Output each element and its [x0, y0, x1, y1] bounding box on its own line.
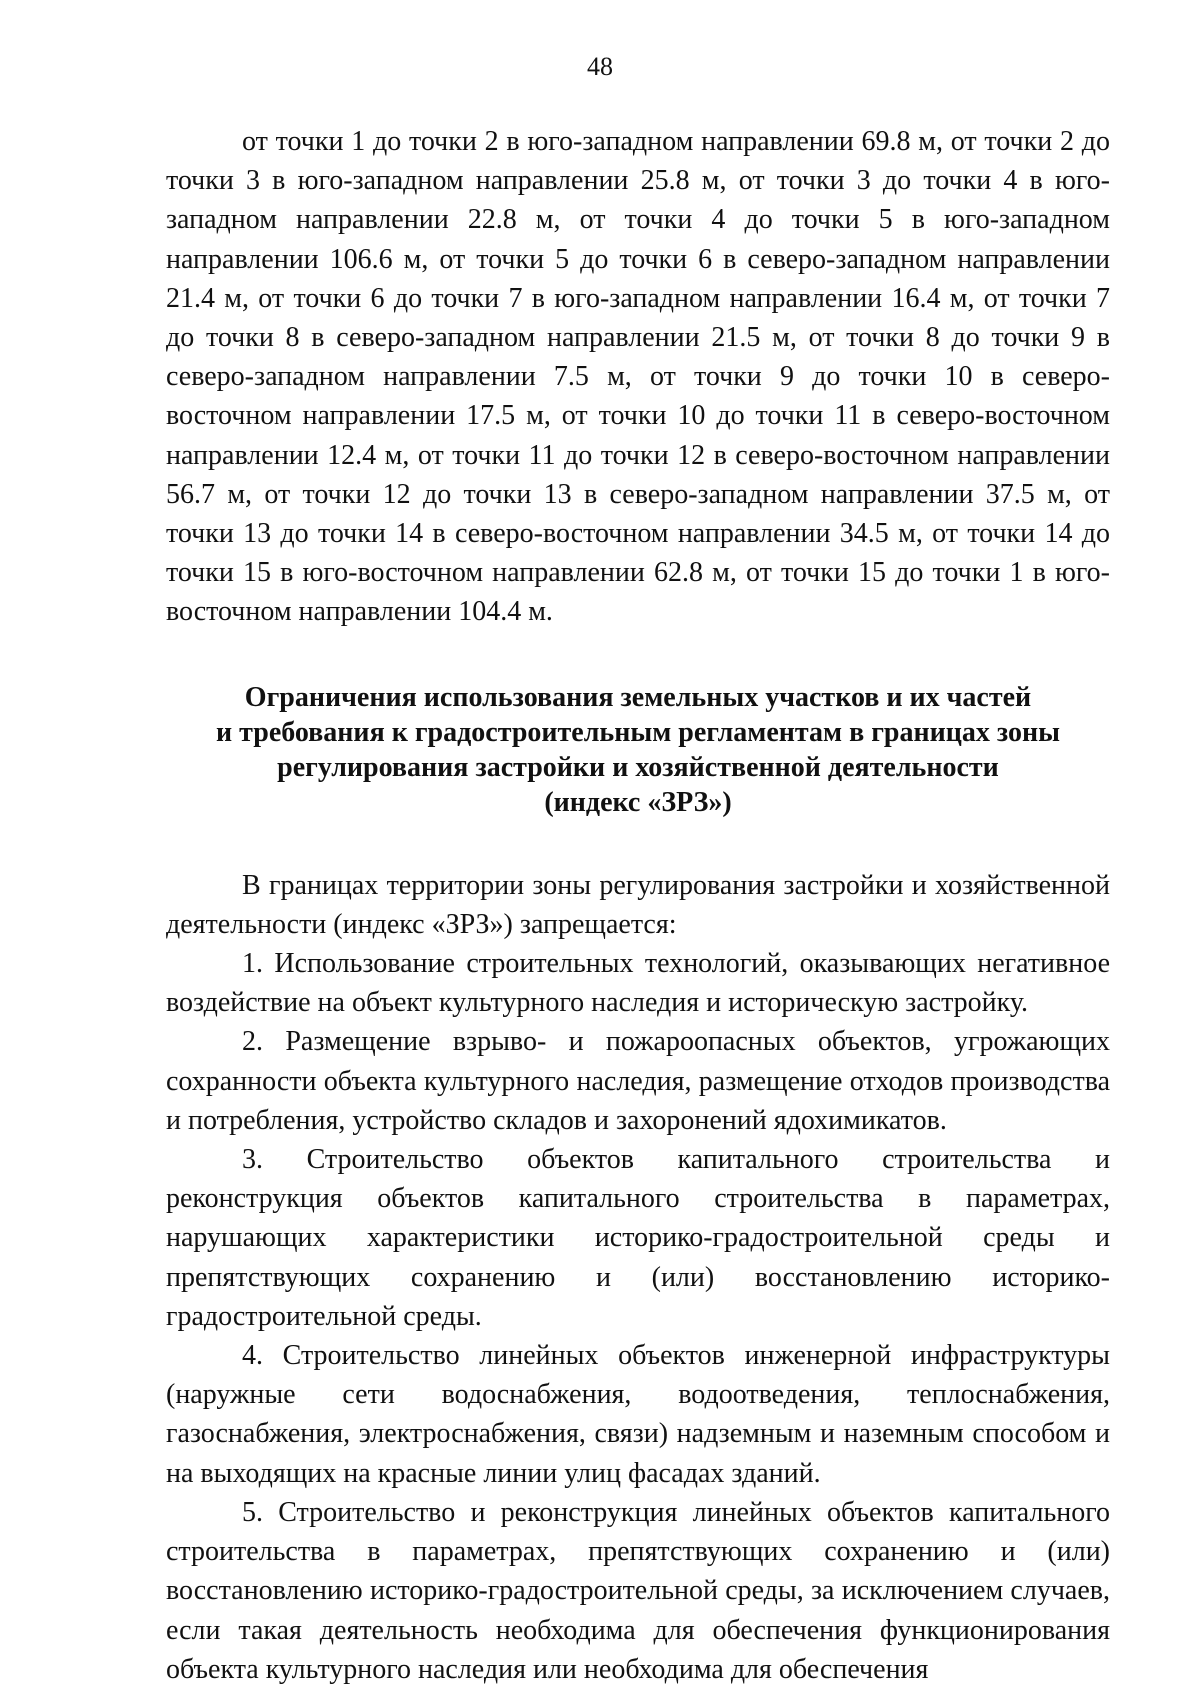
page-content	[166, 122, 1110, 1689]
section-heading-line-3: регулирования застройки и хозяйственной деятельности	[277, 751, 999, 783]
page-number: 48	[587, 52, 613, 81]
section-heading-line-2: и требования к градостроительным регламентам в границах зоны	[216, 716, 1060, 748]
prohibition-item-1: 1. Использование строительных технологий, оказывающих негативное воздействие на объект культурного наследия и историческую застройку.	[166, 948, 1110, 1019]
section-heading-line-4: (индекс «ЗРЗ»)	[544, 786, 732, 818]
boundary-description-paragraph: от точки 1 до точки 2 в юго-западном направлении 69.8 м, от точки 2 до точки 3 в юго-западном направлении 25.8 м, от точки 3 до точки 4 в юго-западном направлении 22.8 м, от точки 4 до точки 5 в юго-западном направлении 106.6 м, от точки 5 до точки 6 в северо-западном направлении 21.4 м, от точки 6 до точки 7 в юго-западном направлении 16.4 м, от точки 7 до точки 8 в северо-западном направлении 21.5 м, от точки 8 до точки 9 в северо-западном направлении 7.5 м, от точки 9 до точки 10 в северо-восточном направлении 17.5 м, от точки 10 до точки 11 в северо-восточном направлении 12.4 м, от точки 11 до точки 12 в северо-восточном направлении 56.7 м, от точки 12 до точки 13 в северо-западном направлении 37.5 м, от точки 13 до точки 14 в северо-восточном направлении 34.5 м, от точки 14 до точки 15 в юго-восточном направлении 62.8 м, от точки 15 до точки 1 в юго-восточном направлении 104.4 м.	[166, 126, 1110, 628]
section-heading-line-1: Ограничения использования земельных участков и их частей	[244, 681, 1032, 713]
prohibition-item-2: 2. Размещение взрыво- и пожароопасных объектов, угрожающих сохранности объекта культурного наследия, размещение отходов производства и потребления, устройство складов и захоронений ядохимикатов.	[166, 1026, 1110, 1136]
prohibition-item-5: 5. Строительство и реконструкция линейных объектов капитального строительства в параметрах, препятствующих сохранению и (или) восстановлению историко-градостроительной среды, за исключением случаев, если такая деятельность необходима для обеспечения функционирования объекта культурного наследия или необходима для обеспечения	[166, 1496, 1110, 1685]
prohibition-item-4: 4. Строительство линейных объектов инженерной инфраструктуры (наружные сети водоснабжения, водоотведения, теплоснабжения, газоснабжения, электроснабжения, связи) надземным и наземным способом и на выходящих на красные линии улиц фасадах зданий.	[166, 1340, 1110, 1489]
section-heading	[166, 680, 1110, 820]
prohibition-item-3: 3. Строительство объектов капитального строительства и реконструкция объектов капитального строительства в параметрах, нарушающих характеристики историко-градостроительной среды и препятствующих сохранению и (или) восстановлению историко-градостроительной среды.	[166, 1144, 1110, 1332]
prohibitions-intro-paragraph: В границах территории зоны регулирования застройки и хозяйственной деятельности (индекс «ЗРЗ») запрещается:	[166, 869, 1110, 940]
